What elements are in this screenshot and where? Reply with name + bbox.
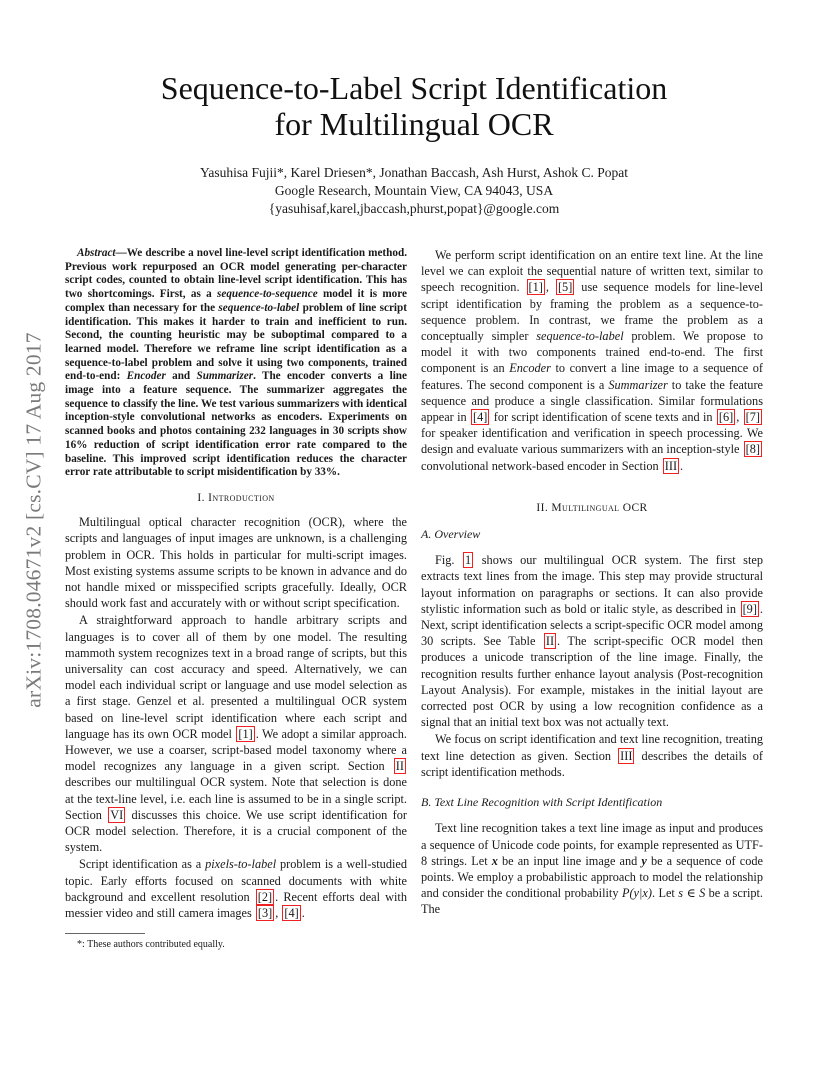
affiliation: Google Research, Mountain View, CA 94043, USA <box>274 183 554 198</box>
paper-title <box>0 70 828 142</box>
arxiv-id-label: arXiv:1708.04671v2 [cs.CV] 17 Aug 2017 <box>21 332 46 708</box>
body-text: be a sequence of code points. We employ a probabilistic approach to model the relationship and consider the conditional probability <box>421 853 763 901</box>
intro-paragraph <box>65 856 407 921</box>
body-text: shows our multilingual OCR system. The first step extracts text lines from the image. This step may provide structural layout information on paragraphs or sections. It can also provide stylistic information such as bold or italic style, as described in <box>421 553 763 616</box>
emphasis-text: sequence-to-label <box>536 329 624 344</box>
math-symbol: x <box>491 853 498 868</box>
recognition-paragraph <box>421 820 763 917</box>
body-text: . We adopt a similar approach. However, we use a coarser, script-based model taxonomy where a model recognizes any language in a given script. Section <box>65 726 407 774</box>
author-names: Yasuhisa Fujii*, Karel Driesen*, Jonathan Baccash, Ash Hurst, Ashok C. Popat <box>200 165 628 180</box>
body-text: problem is a well-studied topic. Early efforts focused on scanned documents with white background and excellent resolution <box>65 857 407 904</box>
citation-link[interactable]: [7] <box>745 410 761 425</box>
body-text: be an input line image and <box>497 853 642 868</box>
body-text: . <box>680 458 684 473</box>
body-text: . Next, script identification selects a script-specific OCR model among 30 scripts. See Table <box>421 601 763 649</box>
citation-link[interactable]: [2] <box>257 889 273 904</box>
body-text: We perform script identification on an entire text line. At the line level we can exploit the sequential nature of written text, similar to speech recognition. <box>421 248 763 295</box>
section-link[interactable]: III <box>620 748 633 763</box>
body-text: . The script-specific OCR model then produces a unicode transcription of the line image. Finally, the recognition results further enhance layout analysis (Post-recognition Layout Analysis). For example, mistakes in the initial layout are corrected post OCR by using a low recognition confidence as a signal that an initial text box was not actually text. <box>421 634 763 730</box>
body-text: , <box>545 280 555 295</box>
math-expression: P(y|x) <box>621 886 652 901</box>
abstract-text: . The encoder converts a line image into a feature sequence. The summarizer aggregates the sequence to classify the line. We test various summarizers with identical inception-style convolutional networks as encoders. Experiments on scanned books and photos containing 232 languages in 30 scripts show 16% reduction of script identification error rate compared to the baseline. This improved script identification reduces the character error rate attributable to script misidentification by 33%. <box>65 370 407 479</box>
citation-link[interactable]: [4] <box>284 906 299 921</box>
citation-link[interactable]: [1] <box>528 280 543 295</box>
citation-link[interactable]: [8] <box>745 442 760 457</box>
intro-paragraph <box>421 247 763 474</box>
author-block <box>0 164 828 218</box>
citation-link[interactable]: [6] <box>718 410 734 425</box>
body-text: , <box>736 410 743 425</box>
section-heading-multilingual-ocr: II. Multilingual OCR <box>536 501 648 514</box>
author-emails: {yasuhisaf,karel,jbaccash,phurst,popat}@google.com <box>268 201 560 216</box>
body-text: problem. We propose to model it with two components trained end-to-end. The first component is an <box>421 329 763 376</box>
abstract <box>65 247 407 480</box>
body-text: . Let <box>651 886 679 901</box>
body-text: discusses this choice. We use script identification for OCR model selection. Therefore, it is a crucial component of the system. <box>65 807 407 855</box>
arxiv-sidebar-stamp <box>6 285 62 755</box>
right-column <box>421 247 763 918</box>
body-text: describes the details of script identification methods. <box>421 748 763 779</box>
body-text: Text line recognition takes a text line image as input and produces a sequence of Unicode code points, for example represented as UTF-8 strings. Let <box>421 821 763 868</box>
abstract-emphasis: sequence-to-label <box>218 301 300 314</box>
body-text: . <box>301 906 305 921</box>
body-text: . Recent efforts deal with messier video and still camera images <box>65 889 407 921</box>
overview-paragraph <box>421 552 763 730</box>
abstract-text: —We describe a novel line-level script identification method. Previous work repurposed an OCR model generating per-character script codes, counted to obtain line-level script identification. This has two shortcomings. First, as a <box>65 247 407 301</box>
intro-paragraph: Multilingual optical character recognition (OCR), where the scripts and languages of input images are unknown, is a challenging problem in OCR. This holds in particular for multi-script images. Most existing systems assume scripts to be known in advance and do not handle mixed or misspecified scripts gracefully. Ideally, OCR should work fast and accurately with or without script specification. <box>65 515 407 611</box>
body-text: be a script. The <box>421 886 764 917</box>
overview-paragraph <box>421 731 763 780</box>
section-heading-introduction: I. Introduction <box>197 491 275 504</box>
emphasis-text: Summarizer <box>608 377 668 392</box>
body-text: describes our multilingual OCR system. Note that selection is done at the text-line level, i.e. each line is assumed to be in a single script. Section <box>65 775 407 822</box>
abstract-text: and <box>165 370 197 383</box>
title-line-1: Sequence-to-Label Script Identification <box>160 70 668 106</box>
emphasis-text: Encoder <box>509 361 551 376</box>
math-symbol: y <box>641 853 647 868</box>
body-text: for speaker identification and verification in speech processing. We design and evaluate various summarizers with an inception-style <box>421 426 763 457</box>
section-link[interactable]: VI <box>110 807 124 822</box>
section-link[interactable]: III <box>664 458 678 473</box>
abstract-text: model it is more complex than necessary for the <box>65 288 407 314</box>
math-expression: s ∈ S <box>678 886 706 901</box>
table-link[interactable]: II <box>545 634 555 649</box>
body-text: to take the feature sequence and produce a single classification. Similar formulations appear in <box>421 377 764 425</box>
abstract-lead: Abstract <box>77 247 116 259</box>
emphasis-text: pixels-to-label <box>205 857 277 872</box>
citation-link[interactable]: [5] <box>557 280 573 295</box>
footnote-divider <box>65 933 145 934</box>
abstract-emphasis: sequence-to-sequence <box>217 288 318 301</box>
footnote: *: These authors contributed equally. <box>77 939 225 951</box>
body-text: use sequence models for line-level script identification by framing the problem as a sequence-to-sequence problem. In contrast, we frame the problem as a conceptually simpler <box>421 280 764 344</box>
citation-link[interactable]: [4] <box>473 410 488 425</box>
body-text: , <box>275 906 282 921</box>
body-text: We focus on script identification and text line recognition, treating text line detection as given. Section <box>421 732 763 763</box>
body-text: Script identification as a <box>79 857 206 872</box>
abstract-emphasis: Encoder <box>126 370 166 383</box>
body-text: Fig. <box>435 553 463 568</box>
body-text: A straightforward approach to handle arbitrary scripts and languages is to cover all of them by one model. The resulting mammoth system recognizes text in a broad range of scripts, but this universality can cost accuracy and speed. Alternatively, we can model each individual script or language and use model selection as a first stage. Genzel et al. presented a multilingual OCR system based on line-level script identification where each script and language has its own OCR model <box>65 613 407 741</box>
abstract-emphasis: Summarizer <box>196 370 254 383</box>
body-text: convolutional network-based encoder in Section <box>421 458 662 473</box>
left-column <box>65 247 407 951</box>
section-link[interactable]: II <box>395 759 404 774</box>
subsection-heading-text-line-recognition: B. Text Line Recognition with Script Identification <box>421 795 663 810</box>
figure-link[interactable]: 1 <box>465 553 472 568</box>
intro-paragraph <box>65 612 407 855</box>
citation-link[interactable]: [1] <box>238 726 253 741</box>
citation-link[interactable]: [9] <box>742 601 757 616</box>
citation-link[interactable]: [3] <box>257 906 273 921</box>
body-text: to convert a line image to a sequence of features. The second component is a <box>421 361 763 392</box>
subsection-heading-overview: A. Overview <box>421 527 481 542</box>
title-line-2: for Multilingual OCR <box>274 106 554 142</box>
body-text: for script identification of scene texts and in <box>490 410 716 425</box>
abstract-text: problem of line script identification. This makes it harder to train and inefficient to run. Second, the counting heuristic may be suboptimal compared to a learned model. Therefore we reframe line script identification as a sequence-to-label problem and solve it using two components, trained end-to-end: <box>65 301 407 383</box>
